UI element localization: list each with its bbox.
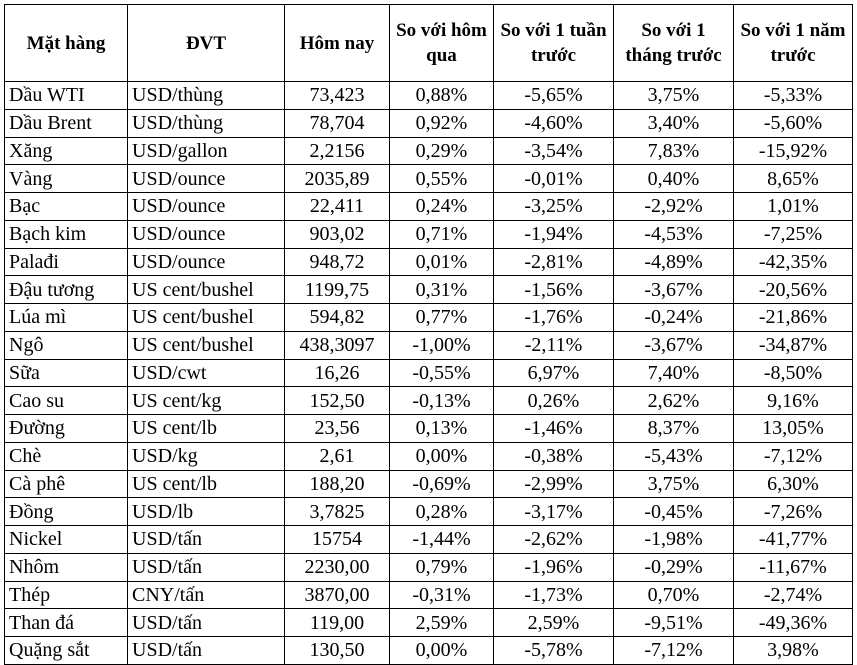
- table-row: [5, 581, 853, 609]
- unit-cell: US cent/bushel: [128, 276, 285, 304]
- vs-year-cell: -5,33%: [734, 82, 853, 110]
- vs-year-cell: -41,77%: [734, 526, 853, 554]
- today-cell: 2035,89: [285, 165, 390, 193]
- vs-yesterday-cell: -1,00%: [390, 331, 494, 359]
- unit-cell: USD/ounce: [128, 165, 285, 193]
- vs-year-cell: -11,67%: [734, 553, 853, 581]
- table-row: [5, 109, 853, 137]
- vs-yesterday-cell: 0,00%: [390, 442, 494, 470]
- vs-month-cell: 7,40%: [614, 359, 734, 387]
- vs-yesterday-cell: -1,44%: [390, 526, 494, 554]
- vs-month-cell: -3,67%: [614, 331, 734, 359]
- table-row: [5, 359, 853, 387]
- today-cell: 22,411: [285, 193, 390, 221]
- vs-month-cell: -0,45%: [614, 498, 734, 526]
- unit-cell: USD/ounce: [128, 248, 285, 276]
- table-row: [5, 137, 853, 165]
- unit-cell: USD/ounce: [128, 193, 285, 221]
- table-row: [5, 82, 853, 110]
- table-row: [5, 165, 853, 193]
- unit-cell: USD/tấn: [128, 526, 285, 554]
- commodity-cell: Đường: [5, 415, 128, 443]
- table-row: [5, 609, 853, 637]
- header-vs-year: So với 1 năm trước: [734, 5, 853, 82]
- unit-cell: US cent/kg: [128, 387, 285, 415]
- unit-cell: USD/tấn: [128, 553, 285, 581]
- vs-yesterday-cell: 0,29%: [390, 137, 494, 165]
- vs-week-cell: -2,99%: [494, 470, 614, 498]
- vs-week-cell: -1,56%: [494, 276, 614, 304]
- table-row: [5, 304, 853, 332]
- vs-year-cell: 1,01%: [734, 193, 853, 221]
- vs-year-cell: 13,05%: [734, 415, 853, 443]
- today-cell: 130,50: [285, 637, 390, 665]
- commodity-cell: Cao su: [5, 387, 128, 415]
- vs-week-cell: -5,65%: [494, 82, 614, 110]
- unit-cell: USD/gallon: [128, 137, 285, 165]
- today-cell: 903,02: [285, 220, 390, 248]
- today-cell: 73,423: [285, 82, 390, 110]
- vs-yesterday-cell: 0,00%: [390, 637, 494, 665]
- today-cell: 23,56: [285, 415, 390, 443]
- vs-yesterday-cell: 0,13%: [390, 415, 494, 443]
- header-today: Hôm nay: [285, 5, 390, 82]
- vs-year-cell: -7,26%: [734, 498, 853, 526]
- today-cell: 594,82: [285, 304, 390, 332]
- commodity-cell: Lúa mì: [5, 304, 128, 332]
- table-header: [5, 5, 853, 82]
- table-row: [5, 415, 853, 443]
- unit-cell: US cent/bushel: [128, 304, 285, 332]
- vs-week-cell: 2,59%: [494, 609, 614, 637]
- header-vs-week: So với 1 tuần trước: [494, 5, 614, 82]
- vs-week-cell: -2,81%: [494, 248, 614, 276]
- vs-week-cell: -1,73%: [494, 581, 614, 609]
- unit-cell: CNY/tấn: [128, 581, 285, 609]
- vs-week-cell: 6,97%: [494, 359, 614, 387]
- commodity-cell: Nickel: [5, 526, 128, 554]
- vs-year-cell: -20,56%: [734, 276, 853, 304]
- vs-year-cell: -7,12%: [734, 442, 853, 470]
- commodity-cell: Cà phê: [5, 470, 128, 498]
- vs-week-cell: -3,54%: [494, 137, 614, 165]
- vs-yesterday-cell: 0,88%: [390, 82, 494, 110]
- commodity-cell: Xăng: [5, 137, 128, 165]
- vs-year-cell: -5,60%: [734, 109, 853, 137]
- vs-month-cell: -4,89%: [614, 248, 734, 276]
- unit-cell: USD/cwt: [128, 359, 285, 387]
- vs-yesterday-cell: -0,69%: [390, 470, 494, 498]
- vs-year-cell: -42,35%: [734, 248, 853, 276]
- commodity-cell: Đồng: [5, 498, 128, 526]
- unit-cell: USD/ounce: [128, 220, 285, 248]
- header-vs-month: So với 1 tháng trước: [614, 5, 734, 82]
- today-cell: 1199,75: [285, 276, 390, 304]
- table-row: [5, 276, 853, 304]
- vs-month-cell: 3,40%: [614, 109, 734, 137]
- today-cell: 78,704: [285, 109, 390, 137]
- header-unit: ĐVT: [128, 5, 285, 82]
- table-row: [5, 553, 853, 581]
- vs-year-cell: -2,74%: [734, 581, 853, 609]
- vs-week-cell: -3,17%: [494, 498, 614, 526]
- vs-month-cell: -7,12%: [614, 637, 734, 665]
- today-cell: 438,3097: [285, 331, 390, 359]
- vs-week-cell: -0,01%: [494, 165, 614, 193]
- table-row: [5, 248, 853, 276]
- today-cell: 2,2156: [285, 137, 390, 165]
- unit-cell: USD/tấn: [128, 637, 285, 665]
- vs-week-cell: -1,46%: [494, 415, 614, 443]
- vs-week-cell: -2,11%: [494, 331, 614, 359]
- table-row: [5, 331, 853, 359]
- unit-cell: USD/kg: [128, 442, 285, 470]
- vs-month-cell: -1,98%: [614, 526, 734, 554]
- vs-yesterday-cell: -0,55%: [390, 359, 494, 387]
- vs-yesterday-cell: 0,92%: [390, 109, 494, 137]
- vs-week-cell: -2,62%: [494, 526, 614, 554]
- today-cell: 119,00: [285, 609, 390, 637]
- vs-month-cell: 3,75%: [614, 82, 734, 110]
- table-row: [5, 387, 853, 415]
- unit-cell: USD/thùng: [128, 82, 285, 110]
- vs-month-cell: 0,70%: [614, 581, 734, 609]
- table-row: [5, 637, 853, 665]
- header-row: [5, 5, 853, 82]
- unit-cell: USD/thùng: [128, 109, 285, 137]
- today-cell: 3870,00: [285, 581, 390, 609]
- commodity-cell: Dầu Brent: [5, 109, 128, 137]
- table-row: [5, 220, 853, 248]
- commodity-cell: Quặng sắt: [5, 637, 128, 665]
- commodity-cell: Nhôm: [5, 553, 128, 581]
- vs-year-cell: -21,86%: [734, 304, 853, 332]
- vs-yesterday-cell: 0,77%: [390, 304, 494, 332]
- vs-month-cell: -9,51%: [614, 609, 734, 637]
- vs-month-cell: -3,67%: [614, 276, 734, 304]
- header-commodity: Mặt hàng: [5, 5, 128, 82]
- vs-year-cell: -7,25%: [734, 220, 853, 248]
- vs-month-cell: -0,24%: [614, 304, 734, 332]
- vs-yesterday-cell: -0,13%: [390, 387, 494, 415]
- vs-year-cell: 8,65%: [734, 165, 853, 193]
- unit-cell: US cent/bushel: [128, 331, 285, 359]
- today-cell: 16,26: [285, 359, 390, 387]
- vs-yesterday-cell: 0,79%: [390, 553, 494, 581]
- today-cell: 948,72: [285, 248, 390, 276]
- vs-month-cell: -0,29%: [614, 553, 734, 581]
- vs-yesterday-cell: 0,28%: [390, 498, 494, 526]
- vs-week-cell: -5,78%: [494, 637, 614, 665]
- vs-month-cell: 3,75%: [614, 470, 734, 498]
- today-cell: 152,50: [285, 387, 390, 415]
- commodity-cell: Vàng: [5, 165, 128, 193]
- vs-month-cell: 8,37%: [614, 415, 734, 443]
- vs-month-cell: -4,53%: [614, 220, 734, 248]
- table-row: [5, 526, 853, 554]
- unit-cell: USD/tấn: [128, 609, 285, 637]
- vs-week-cell: -1,94%: [494, 220, 614, 248]
- unit-cell: US cent/lb: [128, 415, 285, 443]
- commodity-cell: Ngô: [5, 331, 128, 359]
- table-body: [5, 82, 853, 665]
- vs-week-cell: -4,60%: [494, 109, 614, 137]
- header-vs-yesterday: So với hôm qua: [390, 5, 494, 82]
- vs-week-cell: -1,96%: [494, 553, 614, 581]
- today-cell: 3,7825: [285, 498, 390, 526]
- vs-year-cell: 3,98%: [734, 637, 853, 665]
- vs-week-cell: -1,76%: [494, 304, 614, 332]
- vs-month-cell: 0,40%: [614, 165, 734, 193]
- commodity-cell: Bạc: [5, 193, 128, 221]
- vs-month-cell: 2,62%: [614, 387, 734, 415]
- vs-yesterday-cell: 0,55%: [390, 165, 494, 193]
- today-cell: 188,20: [285, 470, 390, 498]
- commodity-cell: Dầu WTI: [5, 82, 128, 110]
- vs-yesterday-cell: 0,71%: [390, 220, 494, 248]
- vs-month-cell: 7,83%: [614, 137, 734, 165]
- vs-yesterday-cell: 0,01%: [390, 248, 494, 276]
- vs-year-cell: -15,92%: [734, 137, 853, 165]
- today-cell: 15754: [285, 526, 390, 554]
- commodity-cell: Thép: [5, 581, 128, 609]
- commodity-cell: Bạch kim: [5, 220, 128, 248]
- vs-year-cell: -8,50%: [734, 359, 853, 387]
- vs-yesterday-cell: 0,31%: [390, 276, 494, 304]
- commodity-cell: Chè: [5, 442, 128, 470]
- commodity-cell: Palađi: [5, 248, 128, 276]
- commodity-price-table: [4, 4, 853, 665]
- vs-week-cell: -3,25%: [494, 193, 614, 221]
- table-row: [5, 470, 853, 498]
- vs-yesterday-cell: 2,59%: [390, 609, 494, 637]
- unit-cell: USD/lb: [128, 498, 285, 526]
- vs-yesterday-cell: -0,31%: [390, 581, 494, 609]
- vs-week-cell: -0,38%: [494, 442, 614, 470]
- commodity-cell: Sữa: [5, 359, 128, 387]
- vs-month-cell: -2,92%: [614, 193, 734, 221]
- vs-week-cell: 0,26%: [494, 387, 614, 415]
- vs-yesterday-cell: 0,24%: [390, 193, 494, 221]
- vs-year-cell: 9,16%: [734, 387, 853, 415]
- vs-month-cell: -5,43%: [614, 442, 734, 470]
- today-cell: 2230,00: [285, 553, 390, 581]
- vs-year-cell: -34,87%: [734, 331, 853, 359]
- vs-year-cell: 6,30%: [734, 470, 853, 498]
- table-row: [5, 498, 853, 526]
- table-row: [5, 442, 853, 470]
- unit-cell: US cent/lb: [128, 470, 285, 498]
- today-cell: 2,61: [285, 442, 390, 470]
- vs-year-cell: -49,36%: [734, 609, 853, 637]
- table-row: [5, 193, 853, 221]
- commodity-cell: Đậu tương: [5, 276, 128, 304]
- commodity-cell: Than đá: [5, 609, 128, 637]
